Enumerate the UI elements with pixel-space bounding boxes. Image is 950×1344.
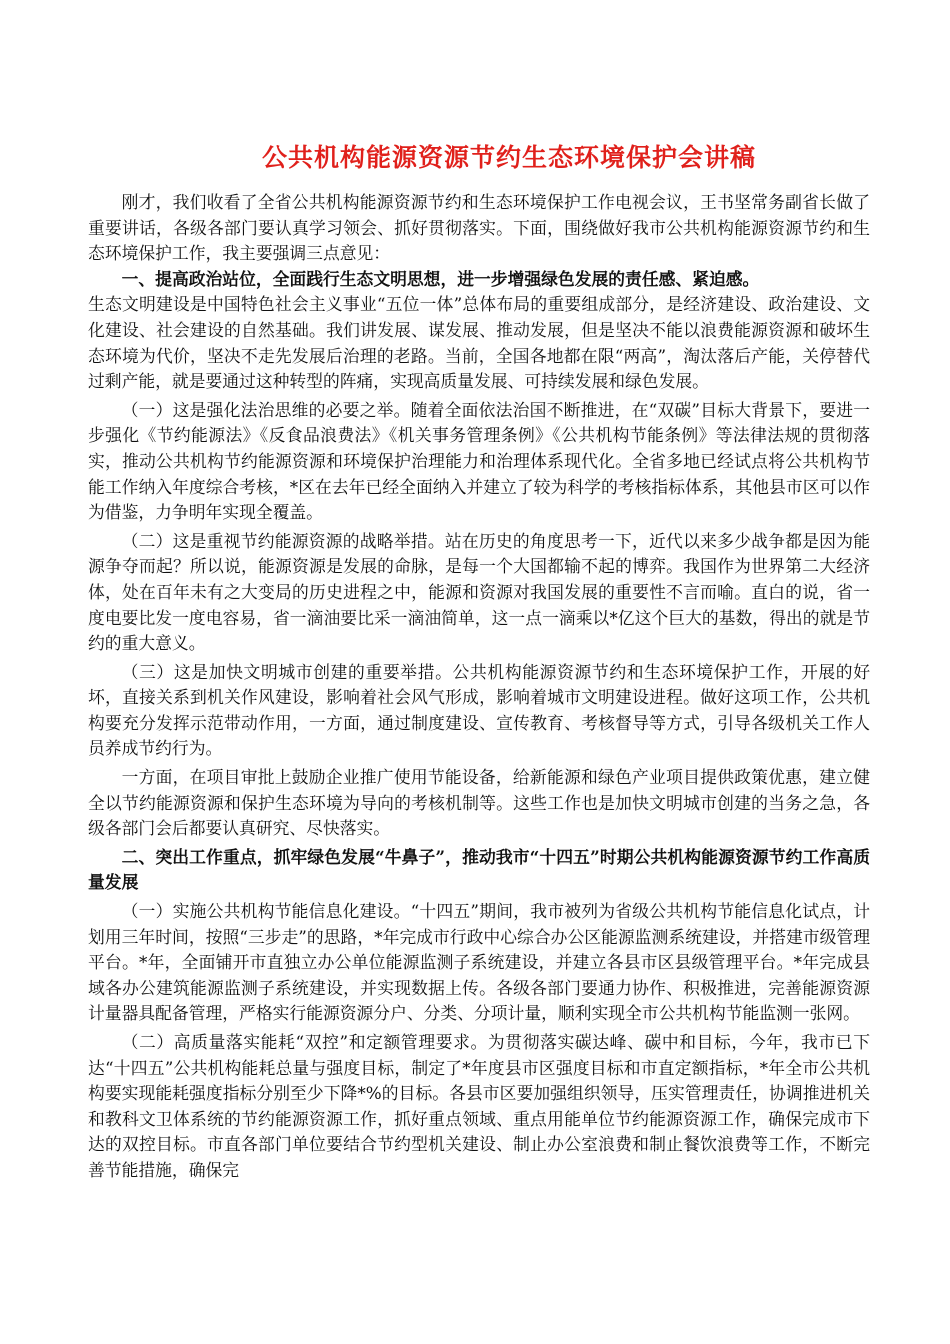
section-1-point-1: （一）这是强化法治思维的必要之举。随着全面依法治国不断推进，在“双碳”目标大背景下，要进一步强化《节约能源法》《反食品浪费法》《机关事务管理条例》《公共机构节能条例》等法律法规的贯彻落实，推动公共机构节约能源资源和环境保护治理能力和治理体系现代化。全省多地已经试点将公共机构节能工作纳入年度综合考核，*区在去年已经全面纳入并建立了较为科学的考核指标体系，其他县市区可以作为借鉴，力争明年实现全覆盖。: [88, 399, 870, 523]
section-2-point-2: （二）高质量落实能耗“双控”和定额管理要求。为贯彻落实碳达峰、碳中和目标，今年，我市已下达“十四五”公共机构能耗总量与强度目标，制定了*年度县市区强度目标和市直定额指标，*年全市公共机构要实现能耗强度指标分别至少下降*%的目标。各县市区要加强组织领导，压实管理责任，协调推进机关和教科文卫体系统的节约能源资源工作，抓好重点领域、重点用能单位节约能源资源工作，确保完成市下达的双控目标。市直各部门单位要结合节约型机关建设、制止办公室浪费和制止餐饮浪费等工作，不断完善节能措施，确保完: [88, 1032, 870, 1180]
intro-paragraph: 刚才，我们收看了全省公共机构能源资源节约和生态环境保护工作电视会议，王书坚常务副省长做了重要讲话，各级各部门要认真学习领会、抓好贯彻落实。下面，围绕做好我市公共机构能源资源节约和生态环境保护工作，我主要强调三点意见：: [88, 192, 870, 264]
section-1-point-2: （二）这是重视节约能源资源的战略举措。站在历史的角度思考一下，近代以来多少战争都是因为能源争夺而起？所以说，能源资源是发展的命脉，是每一个大国都输不起的博弈。我国作为世界第二大经济体，处在百年未有之大变局的历史进程之中，能源和资源对我国发展的重要性不言而喻。直白的说，省一度电要比发一度电容易，省一滴油要比采一滴油简单，这一点一滴乘以*亿这个巨大的基数，得出的就是节约的重大意义。: [88, 530, 870, 654]
section-2-point-1: （一）实施公共机构节能信息化建设。“十四五”期间，我市被列为省级公共机构节能信息化试点，计划用三年时间，按照“三步走”的思路，*年完成市行政中心综合办公区能源监测系统建设，并搭建市级管理平台。*年，全面铺开市直独立办公单位能源监测子系统建设，并建立各县市区县级管理平台。*年完成县域各办公建筑能源监测子系统建设，并实现数据上传。各级各部门要通力协作、积极推进，完善能源资源计量器具配备管理，严格实行能源资源分户、分类、分项计量，顺利实现全市公共机构节能监测一张网。: [88, 901, 870, 1024]
document-page: [88, 138, 870, 1184]
section-heading-2: 二、突出工作重点，抓牢绿色发展“牛鼻子”，推动我市“十四五”时期公共机构能源资源节约工作高质量发展: [88, 846, 870, 893]
section-1-point-3: （三）这是加快文明城市创建的重要举措。公共机构能源资源节约和生态环境保护工作，开展的好坏，直接关系到机关作风建设，影响着社会风气形成，影响着城市文明建设进程。做好这项工作，公共机构要充分发挥示范带动作用，一方面，通过制度建设、宣传教育、考核督导等方式，引导各级机关工作人员养成节约行为。: [88, 661, 870, 759]
section-heading-1: 一、提高政治站位，全面践行生态文明思想，进一步增强绿色发展的责任感、紧迫感。: [121, 268, 760, 289]
section-1-continuation: 一方面，在项目审批上鼓励企业推广使用节能设备，给新能源和绿色产业项目提供政策优惠，建立健全以节约能源资源和保护生态环境为导向的考核机制等。这些工作也是加快文明城市创建的当务之急，各级各部门会后都要认真研究、尽快落实。: [88, 767, 870, 839]
document-title: 公共机构能源资源节约生态环境保护会讲稿: [261, 143, 756, 172]
section-1-body: 生态文明建设是中国特色社会主义事业“五位一体”总体布局的重要组成部分，是经济建设、政治建设、文化建设、社会建设的自然基础。我们讲发展、谋发展、推动发展，但是坚决不能以浪费能源资源和破坏生态环境为代价，坚决不走先发展后治理的老路。当前，全国各地都在限“两高”，淘汰落后产能，关停替代过剩产能，就是要通过这种转型的阵痛，实现高质量发展、可持续发展和绿色发展。: [88, 294, 870, 392]
